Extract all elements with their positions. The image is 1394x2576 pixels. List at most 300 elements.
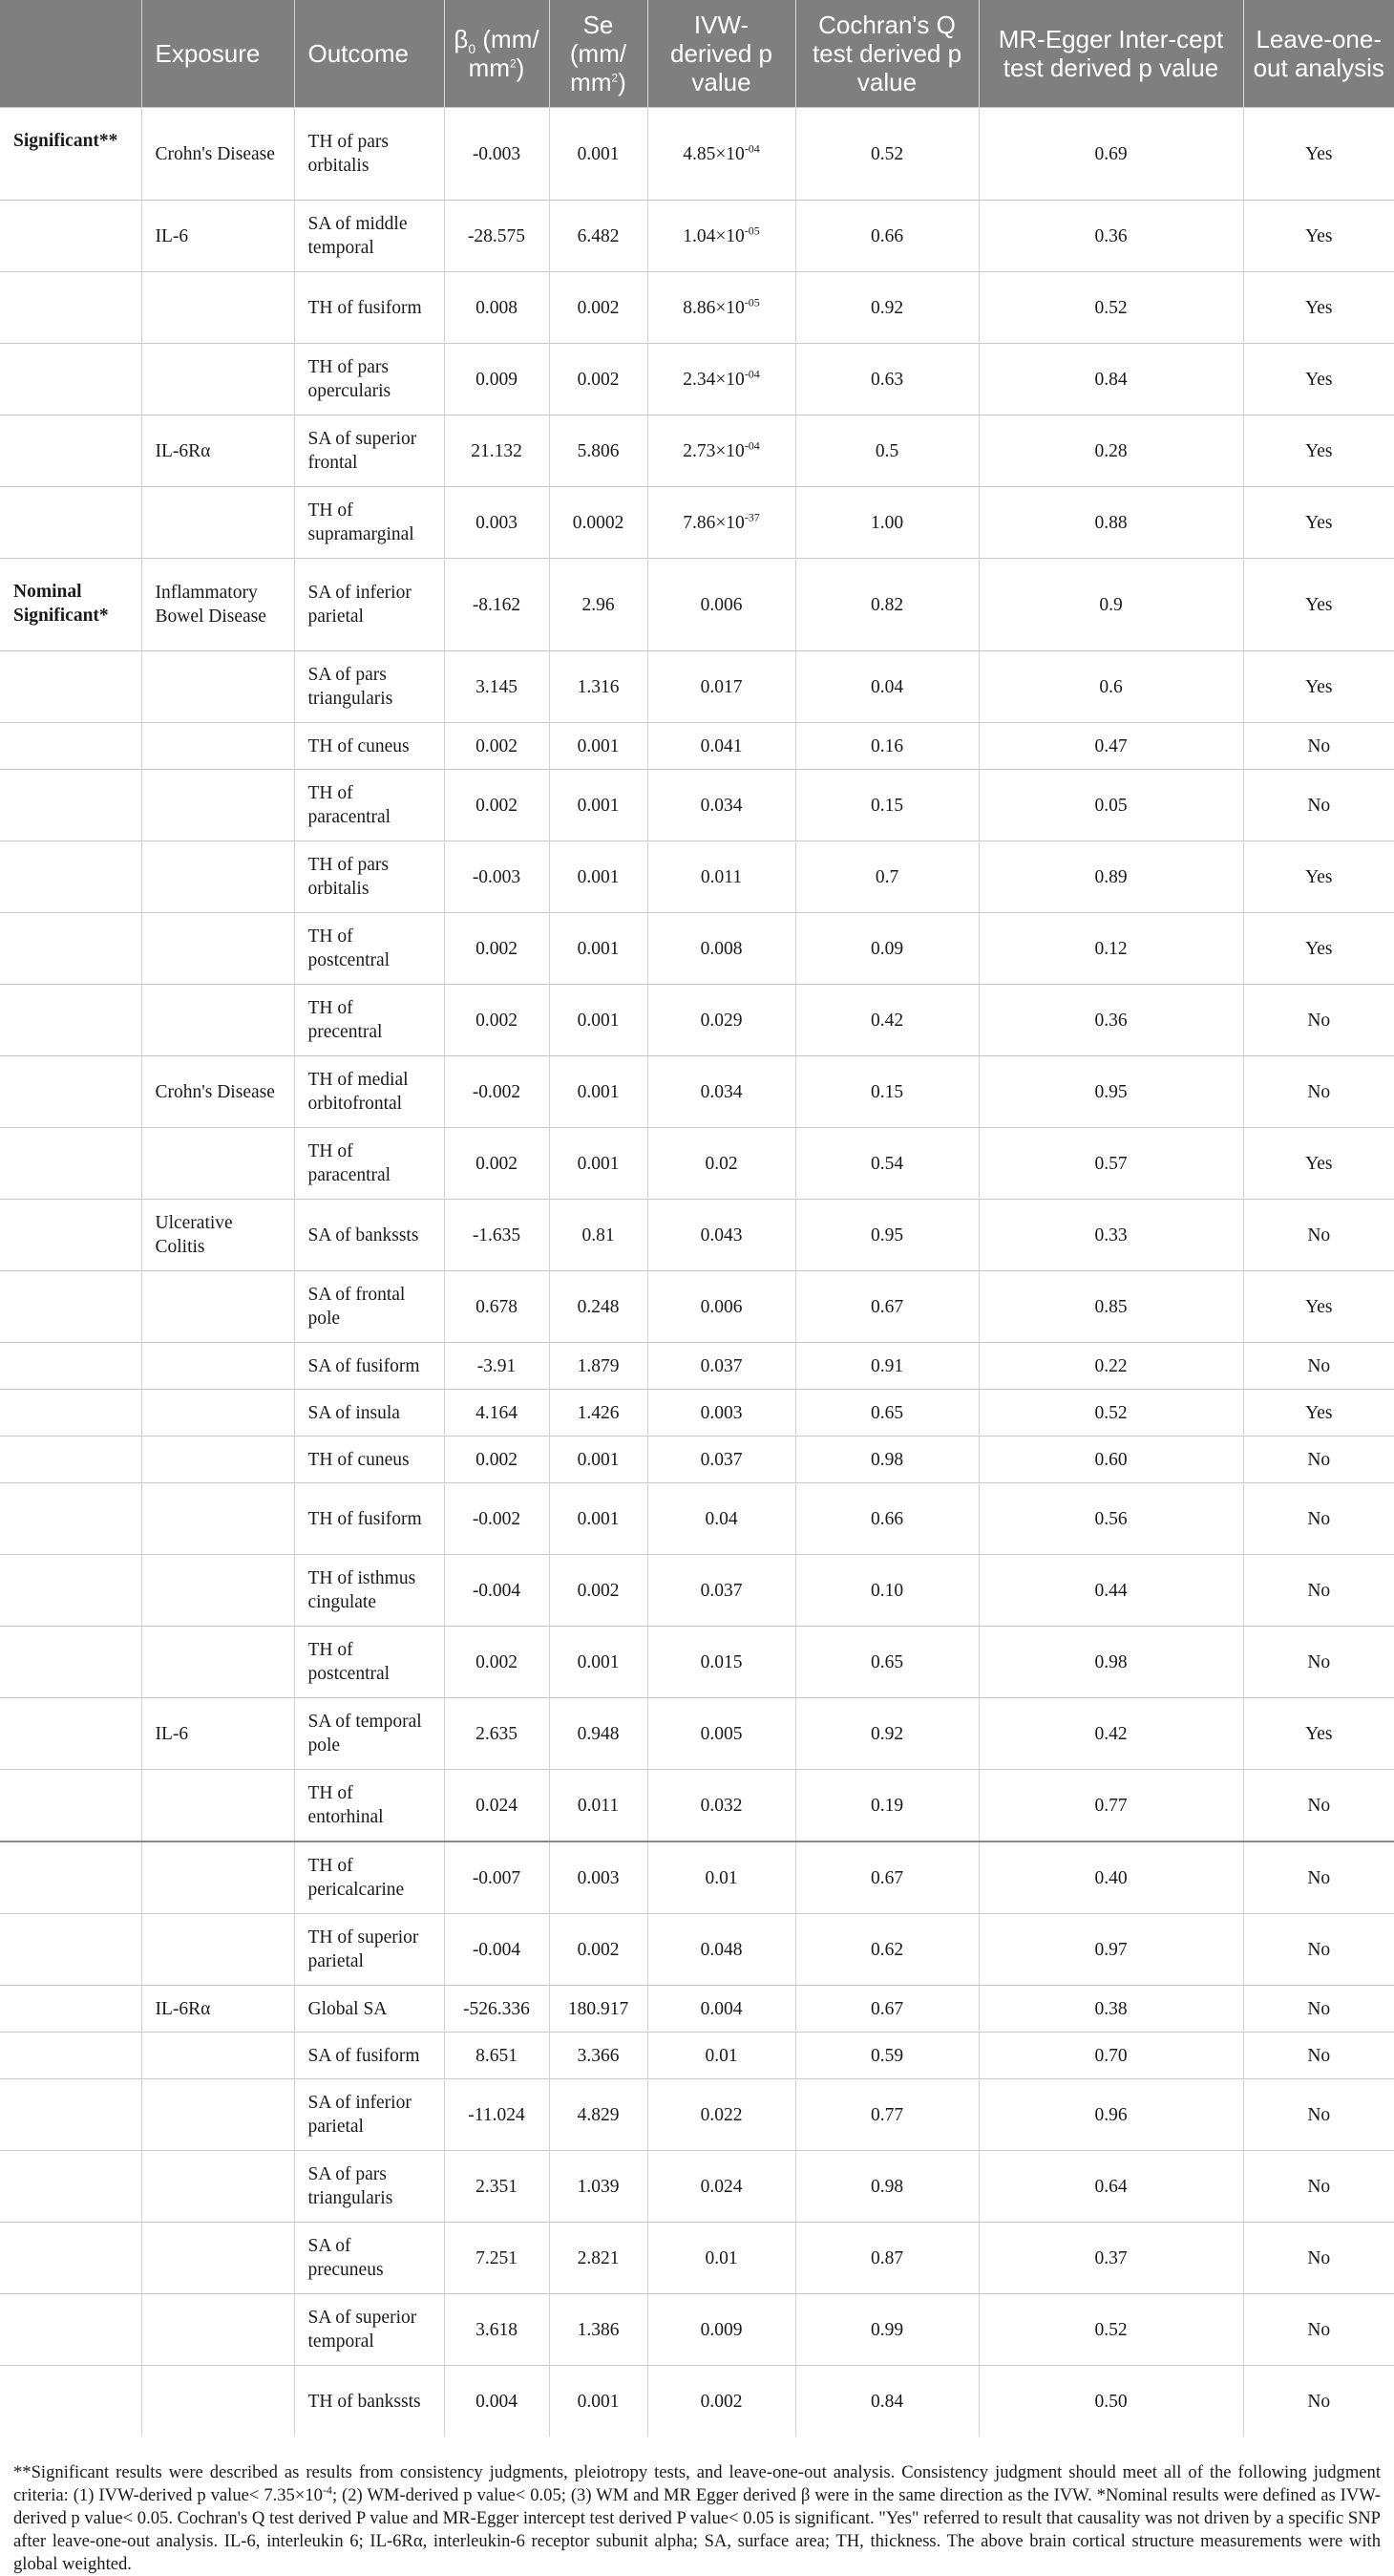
cochran-p-cell: 0.91 xyxy=(795,1343,979,1390)
beta-cell: -0.003 xyxy=(444,108,549,201)
beta-cell: -28.575 xyxy=(444,201,549,272)
leave-one-out-cell: No xyxy=(1243,1437,1394,1483)
egger-p-cell: 0.36 xyxy=(979,201,1243,272)
egger-p-cell: 0.57 xyxy=(979,1128,1243,1200)
exposure-cell xyxy=(141,2223,294,2294)
leave-one-out-cell: No xyxy=(1243,1200,1394,1271)
beta-cell: 0.002 xyxy=(444,770,549,841)
beta-cell: 8.651 xyxy=(444,2033,549,2079)
header-cochran: Cochran's Q test derived p value xyxy=(795,0,979,108)
se-cell: 0.001 xyxy=(549,723,647,770)
ivw-p-value: 2.34×10 xyxy=(683,369,745,390)
egger-p-cell: 0.42 xyxy=(979,1698,1243,1770)
outcome-cell: TH of fusiform xyxy=(294,272,444,344)
se-label: Se (mm/ mm xyxy=(569,11,627,96)
ivw-p-cell xyxy=(647,2033,795,2079)
exposure-cell: IL-6 xyxy=(141,1698,294,1770)
group-cell xyxy=(0,344,141,415)
egger-p-cell: 0.12 xyxy=(979,913,1243,985)
cochran-p-cell: 0.15 xyxy=(795,1056,979,1128)
egger-p-cell: 0.37 xyxy=(979,2223,1243,2294)
egger-p-cell: 0.69 xyxy=(979,108,1243,201)
exposure-cell xyxy=(141,770,294,841)
table-row xyxy=(0,651,1394,723)
group-cell: Significant** xyxy=(0,108,141,201)
cochran-p-cell: 0.66 xyxy=(795,1483,979,1555)
leave-one-out-cell: No xyxy=(1243,1986,1394,2033)
egger-p-cell: 0.98 xyxy=(979,1627,1243,1698)
egger-p-cell: 0.44 xyxy=(979,1555,1243,1627)
cochran-p-cell: 0.87 xyxy=(795,2223,979,2294)
exposure-cell xyxy=(141,1390,294,1437)
exposure-cell: IL-6 xyxy=(141,201,294,272)
ivw-p-cell xyxy=(647,2294,795,2366)
se-cell: 0.001 xyxy=(549,1056,647,1128)
leave-one-out-cell: Yes xyxy=(1243,415,1394,487)
outcome-cell: TH of postcentral xyxy=(294,913,444,985)
exposure-cell xyxy=(141,2294,294,2366)
leave-one-out-cell: No xyxy=(1243,1555,1394,1627)
cochran-p-cell: 0.62 xyxy=(795,1914,979,1986)
ivw-p-value: 8.86×10 xyxy=(683,297,745,318)
outcome-cell: SA of inferior parietal xyxy=(294,559,444,651)
outcome-cell: SA of middle temporal xyxy=(294,201,444,272)
beta-cell: 0.024 xyxy=(444,1770,549,1842)
cochran-p-cell: 0.65 xyxy=(795,1627,979,1698)
ivw-p-cell xyxy=(647,415,795,487)
cochran-p-cell: 0.82 xyxy=(795,559,979,651)
group-cell xyxy=(0,841,141,913)
ivw-p-cell xyxy=(647,1698,795,1770)
ivw-p-exponent: -37 xyxy=(744,510,760,523)
ivw-p-exponent: -04 xyxy=(744,141,760,155)
outcome-cell: TH of fusiform xyxy=(294,1483,444,1555)
exposure-cell xyxy=(141,1437,294,1483)
table-row xyxy=(0,272,1394,344)
se-cell: 0.001 xyxy=(549,913,647,985)
group-cell xyxy=(0,1627,141,1698)
ivw-p-value: 0.048 xyxy=(700,1939,743,1960)
outcome-cell: SA of superior frontal xyxy=(294,415,444,487)
egger-p-cell: 0.6 xyxy=(979,651,1243,723)
cochran-p-cell: 0.15 xyxy=(795,770,979,841)
leave-one-out-cell: Yes xyxy=(1243,841,1394,913)
group-cell xyxy=(0,1842,141,1914)
group-cell xyxy=(0,1271,141,1343)
table-row xyxy=(0,2033,1394,2079)
ivw-p-value: 0.022 xyxy=(700,2104,743,2125)
beta-cell: 0.004 xyxy=(444,2366,549,2438)
table-row xyxy=(0,841,1394,913)
ivw-p-cell xyxy=(647,723,795,770)
table-body xyxy=(0,108,1394,2438)
group-cell xyxy=(0,1128,141,1200)
se-cell: 0.001 xyxy=(549,841,647,913)
se-cell: 0.001 xyxy=(549,1128,647,1200)
ivw-p-cell xyxy=(647,108,795,201)
exposure-cell xyxy=(141,1483,294,1555)
se-cell: 0.001 xyxy=(549,2366,647,2438)
header-exposure: Exposure xyxy=(141,0,294,108)
beta-cell: 0.002 xyxy=(444,1437,549,1483)
outcome-cell: TH of pars orbitalis xyxy=(294,841,444,913)
egger-p-cell: 0.56 xyxy=(979,1483,1243,1555)
ivw-p-cell xyxy=(647,201,795,272)
outcome-cell: SA of temporal pole xyxy=(294,1698,444,1770)
leave-one-out-cell: Yes xyxy=(1243,108,1394,201)
group-cell xyxy=(0,1770,141,1842)
exposure-cell xyxy=(141,841,294,913)
se-cell: 0.002 xyxy=(549,1555,647,1627)
cochran-p-cell: 0.92 xyxy=(795,1698,979,1770)
ivw-p-value: 0.032 xyxy=(700,1795,743,1816)
group-cell xyxy=(0,1437,141,1483)
exposure-cell xyxy=(141,1343,294,1390)
beta-cell: -0.003 xyxy=(444,841,549,913)
beta-symbol: β xyxy=(454,25,469,53)
leave-one-out-cell: No xyxy=(1243,1770,1394,1842)
table-row xyxy=(0,1343,1394,1390)
cochran-p-cell: 0.19 xyxy=(795,1770,979,1842)
beta-cell: 0.678 xyxy=(444,1271,549,1343)
group-cell xyxy=(0,985,141,1056)
leave-one-out-cell: Yes xyxy=(1243,1390,1394,1437)
outcome-cell: SA of pars triangularis xyxy=(294,2151,444,2223)
egger-p-cell: 0.85 xyxy=(979,1271,1243,1343)
se-cell: 1.316 xyxy=(549,651,647,723)
ivw-p-cell xyxy=(647,559,795,651)
outcome-cell: TH of bankssts xyxy=(294,2366,444,2438)
ivw-p-cell xyxy=(647,2079,795,2151)
cochran-p-cell: 0.42 xyxy=(795,985,979,1056)
beta-cell: 0.003 xyxy=(444,487,549,559)
header-group xyxy=(0,0,141,108)
group-cell xyxy=(0,1986,141,2033)
group-cell xyxy=(0,1056,141,1128)
ivw-p-value: 0.006 xyxy=(700,1296,743,1317)
ivw-p-cell xyxy=(647,841,795,913)
ivw-p-cell xyxy=(647,1343,795,1390)
ivw-p-value: 0.02 xyxy=(705,1153,738,1174)
outcome-cell: SA of fusiform xyxy=(294,1343,444,1390)
ivw-p-value: 0.017 xyxy=(700,676,743,697)
outcome-cell: TH of cuneus xyxy=(294,1437,444,1483)
ivw-p-cell xyxy=(647,1627,795,1698)
beta-cell: -11.024 xyxy=(444,2079,549,2151)
cochran-p-cell: 0.63 xyxy=(795,344,979,415)
outcome-cell: SA of insula xyxy=(294,1390,444,1437)
table-row xyxy=(0,487,1394,559)
egger-p-cell: 0.52 xyxy=(979,2294,1243,2366)
se-cell: 4.829 xyxy=(549,2079,647,2151)
beta-cell: -0.002 xyxy=(444,1056,549,1128)
egger-p-cell: 0.64 xyxy=(979,2151,1243,2223)
ivw-p-cell xyxy=(647,1128,795,1200)
se-cell: 3.366 xyxy=(549,2033,647,2079)
outcome-cell: TH of precentral xyxy=(294,985,444,1056)
exposure-cell xyxy=(141,1842,294,1914)
leave-one-out-cell: No xyxy=(1243,1343,1394,1390)
header-beta xyxy=(444,0,549,108)
table-row xyxy=(0,1986,1394,2033)
exposure-cell xyxy=(141,723,294,770)
cochran-p-cell: 0.66 xyxy=(795,201,979,272)
cochran-p-cell: 0.09 xyxy=(795,913,979,985)
ivw-p-value: 0.008 xyxy=(700,938,743,959)
ivw-p-cell xyxy=(647,1200,795,1271)
outcome-cell: TH of cuneus xyxy=(294,723,444,770)
ivw-p-cell xyxy=(647,272,795,344)
ivw-p-cell xyxy=(647,1770,795,1842)
exposure-cell xyxy=(141,272,294,344)
leave-one-out-cell: Yes xyxy=(1243,201,1394,272)
beta-cell: 0.002 xyxy=(444,723,549,770)
table-row xyxy=(0,2151,1394,2223)
beta-cell: 3.145 xyxy=(444,651,549,723)
ivw-p-value: 1.04×10 xyxy=(683,225,745,246)
se-cell: 2.821 xyxy=(549,2223,647,2294)
cochran-p-cell: 0.95 xyxy=(795,1200,979,1271)
leave-one-out-cell: No xyxy=(1243,2079,1394,2151)
beta-cell: 0.009 xyxy=(444,344,549,415)
ivw-p-exponent: -05 xyxy=(744,224,760,237)
leave-one-out-cell: Yes xyxy=(1243,344,1394,415)
table-row xyxy=(0,1437,1394,1483)
exposure-cell: Crohn's Disease xyxy=(141,1056,294,1128)
cochran-p-cell: 0.98 xyxy=(795,1437,979,1483)
group-cell xyxy=(0,2294,141,2366)
table-row xyxy=(0,2294,1394,2366)
egger-p-cell: 0.60 xyxy=(979,1437,1243,1483)
leave-one-out-cell: No xyxy=(1243,1914,1394,1986)
leave-one-out-cell: No xyxy=(1243,1842,1394,1914)
ivw-p-exponent: -05 xyxy=(744,295,760,309)
ivw-p-value: 0.024 xyxy=(700,2176,743,2197)
table-row xyxy=(0,1128,1394,1200)
exposure-cell xyxy=(141,1555,294,1627)
beta-cell: -0.002 xyxy=(444,1483,549,1555)
outcome-cell: SA of inferior parietal xyxy=(294,2079,444,2151)
beta-cell: 0.002 xyxy=(444,913,549,985)
table-row xyxy=(0,2366,1394,2438)
cochran-p-cell: 0.77 xyxy=(795,2079,979,2151)
header-egger: MR-Egger Inter-cept test derived p value xyxy=(979,0,1243,108)
ivw-p-value: 0.002 xyxy=(700,2391,743,2412)
ivw-p-cell xyxy=(647,1056,795,1128)
se-cell: 0.948 xyxy=(549,1698,647,1770)
footnote-sup: -4 xyxy=(322,2482,332,2497)
se-sup: 2 xyxy=(611,71,619,85)
beta-cell: 2.351 xyxy=(444,2151,549,2223)
leave-one-out-cell: No xyxy=(1243,2033,1394,2079)
table-row xyxy=(0,2223,1394,2294)
ivw-p-value: 0.034 xyxy=(700,1081,743,1102)
cochran-p-cell: 0.7 xyxy=(795,841,979,913)
ivw-p-value: 0.015 xyxy=(700,1651,743,1672)
leave-one-out-cell: No xyxy=(1243,770,1394,841)
leave-one-out-cell: No xyxy=(1243,1056,1394,1128)
group-cell xyxy=(0,1343,141,1390)
group-cell xyxy=(0,1390,141,1437)
egger-p-cell: 0.52 xyxy=(979,1390,1243,1437)
leave-one-out-cell: Yes xyxy=(1243,559,1394,651)
leave-one-out-cell: No xyxy=(1243,2366,1394,2438)
cochran-p-cell: 0.67 xyxy=(795,1271,979,1343)
beta-cell: -526.336 xyxy=(444,1986,549,2033)
leave-one-out-cell: Yes xyxy=(1243,1271,1394,1343)
outcome-cell: TH of pars orbitalis xyxy=(294,108,444,201)
egger-p-cell: 0.70 xyxy=(979,2033,1243,2079)
ivw-p-exponent: -04 xyxy=(744,367,760,380)
exposure-cell xyxy=(141,651,294,723)
ivw-p-cell xyxy=(647,1271,795,1343)
header-outcome: Outcome xyxy=(294,0,444,108)
exposure-cell xyxy=(141,1914,294,1986)
se-cell: 1.426 xyxy=(549,1390,647,1437)
ivw-p-value: 0.037 xyxy=(700,1580,743,1601)
se-cell: 0.0002 xyxy=(549,487,647,559)
cochran-p-cell: 0.04 xyxy=(795,651,979,723)
exposure-cell xyxy=(141,2079,294,2151)
ivw-p-cell xyxy=(647,2223,795,2294)
cochran-p-cell: 0.67 xyxy=(795,1842,979,1914)
ivw-p-value: 7.86×10 xyxy=(683,512,745,533)
ivw-p-cell xyxy=(647,770,795,841)
outcome-cell: TH of paracentral xyxy=(294,770,444,841)
exposure-cell: Ulcerative Colitis xyxy=(141,1200,294,1271)
se-cell: 0.002 xyxy=(549,272,647,344)
exposure-cell xyxy=(141,1770,294,1842)
ivw-p-value: 0.029 xyxy=(700,1010,743,1031)
leave-one-out-cell: Yes xyxy=(1243,272,1394,344)
se-cell: 0.001 xyxy=(549,1627,647,1698)
ivw-p-cell xyxy=(647,2366,795,2438)
beta-unit-end: ) xyxy=(516,53,525,82)
egger-p-cell: 0.77 xyxy=(979,1770,1243,1842)
group-cell xyxy=(0,415,141,487)
group-cell xyxy=(0,651,141,723)
table-row xyxy=(0,1914,1394,1986)
cochran-p-cell: 0.54 xyxy=(795,1128,979,1200)
egger-p-cell: 0.22 xyxy=(979,1343,1243,1390)
table-row xyxy=(0,1200,1394,1271)
ivw-p-cell xyxy=(647,1914,795,1986)
exposure-cell xyxy=(141,985,294,1056)
se-cell: 0.002 xyxy=(549,344,647,415)
outcome-cell: TH of pars opercularis xyxy=(294,344,444,415)
outcome-cell: SA of pars triangularis xyxy=(294,651,444,723)
ivw-p-value: 0.01 xyxy=(705,2045,738,2066)
table-row xyxy=(0,108,1394,201)
table-row xyxy=(0,770,1394,841)
leave-one-out-cell: No xyxy=(1243,2151,1394,2223)
egger-p-cell: 0.40 xyxy=(979,1842,1243,1914)
table-row xyxy=(0,723,1394,770)
outcome-cell: SA of frontal pole xyxy=(294,1271,444,1343)
footnote-part1: **Significant results were described as results from consistency judgments, pleiotropy tests, and leave-one-out analysis. Consistency judgment should meet all of the following judgment criteria: (1) IVW-derived p value< 7.35×10 xyxy=(13,2462,1381,2505)
ivw-p-value: 0.009 xyxy=(700,2319,743,2340)
se-cell: 2.96 xyxy=(549,559,647,651)
ivw-p-cell xyxy=(647,2151,795,2223)
group-cell xyxy=(0,1200,141,1271)
beta-unit-sup: 2 xyxy=(509,56,517,71)
beta-cell: 0.002 xyxy=(444,985,549,1056)
exposure-cell: Crohn's Disease xyxy=(141,108,294,201)
cochran-p-cell: 0.52 xyxy=(795,108,979,201)
se-cell: 0.001 xyxy=(549,1437,647,1483)
ivw-p-value: 0.005 xyxy=(700,1723,743,1744)
egger-p-cell: 0.96 xyxy=(979,2079,1243,2151)
beta-cell: -0.004 xyxy=(444,1914,549,1986)
egger-p-cell: 0.28 xyxy=(979,415,1243,487)
cochran-p-cell: 1.00 xyxy=(795,487,979,559)
ivw-p-cell xyxy=(647,1842,795,1914)
se-cell: 0.001 xyxy=(549,985,647,1056)
group-cell xyxy=(0,1555,141,1627)
group-cell xyxy=(0,201,141,272)
group-cell xyxy=(0,723,141,770)
ivw-p-value: 2.73×10 xyxy=(683,440,745,461)
table-row xyxy=(0,415,1394,487)
beta-cell: 21.132 xyxy=(444,415,549,487)
se-end: ) xyxy=(618,68,626,96)
group-cell xyxy=(0,770,141,841)
group-cell xyxy=(0,2366,141,2438)
cochran-p-cell: 0.84 xyxy=(795,2366,979,2438)
se-cell: 0.002 xyxy=(549,1914,647,1986)
table-row xyxy=(0,985,1394,1056)
beta-cell: 0.002 xyxy=(444,1128,549,1200)
group-cell xyxy=(0,2151,141,2223)
table-row xyxy=(0,2079,1394,2151)
outcome-cell: TH of entorhinal xyxy=(294,1770,444,1842)
ivw-p-cell xyxy=(647,1437,795,1483)
leave-one-out-cell: Yes xyxy=(1243,1698,1394,1770)
footnote-part2: ; (2) WM-derived p value< 0.05; (3) WM and MR Egger derived β were in the same direction as the IVW. *Nominal results were defined as IVW-derived p value< 0.05. Cochran's Q test derived P value and MR-Egger intercept test derived P value< 0.05 is significant. "Yes" referred to result that causality was not driven by a specific SNP after leave-one-out analysis. IL-6, interleukin 6; IL-6Rα, interleukin-6 receptor subunit alpha; SA, surface area; TH, thickness. The above brain cortical structure measurements were with global weighted. xyxy=(13,2485,1381,2574)
outcome-cell: SA of precuneus xyxy=(294,2223,444,2294)
ivw-p-cell xyxy=(647,1390,795,1437)
ivw-p-value: 0.01 xyxy=(705,2247,738,2268)
ivw-p-value: 4.85×10 xyxy=(683,143,745,164)
beta-unit: (mm/ mm xyxy=(468,25,539,82)
se-cell: 1.039 xyxy=(549,2151,647,2223)
ivw-p-value: 0.01 xyxy=(705,1867,738,1888)
ivw-p-cell xyxy=(647,651,795,723)
ivw-p-cell xyxy=(647,487,795,559)
table-row xyxy=(0,344,1394,415)
group-cell xyxy=(0,1483,141,1555)
se-cell: 0.011 xyxy=(549,1770,647,1842)
exposure-cell: Inflammatory Bowel Disease xyxy=(141,559,294,651)
se-cell: 180.917 xyxy=(549,1986,647,2033)
egger-p-cell: 0.88 xyxy=(979,487,1243,559)
egger-p-cell: 0.84 xyxy=(979,344,1243,415)
exposure-cell: IL-6Rα xyxy=(141,415,294,487)
outcome-cell: TH of superior parietal xyxy=(294,1914,444,1986)
ivw-p-value: 0.003 xyxy=(700,1402,743,1423)
beta-cell: -3.91 xyxy=(444,1343,549,1390)
se-cell: 0.001 xyxy=(549,108,647,201)
exposure-cell xyxy=(141,344,294,415)
leave-one-out-cell: No xyxy=(1243,1627,1394,1698)
header-ivw: IVW-derived p value xyxy=(647,0,795,108)
beta-cell: -1.635 xyxy=(444,1200,549,1271)
leave-one-out-cell: No xyxy=(1243,2223,1394,2294)
se-cell: 1.386 xyxy=(549,2294,647,2366)
group-cell xyxy=(0,1698,141,1770)
table-row xyxy=(0,559,1394,651)
ivw-p-cell xyxy=(647,1555,795,1627)
